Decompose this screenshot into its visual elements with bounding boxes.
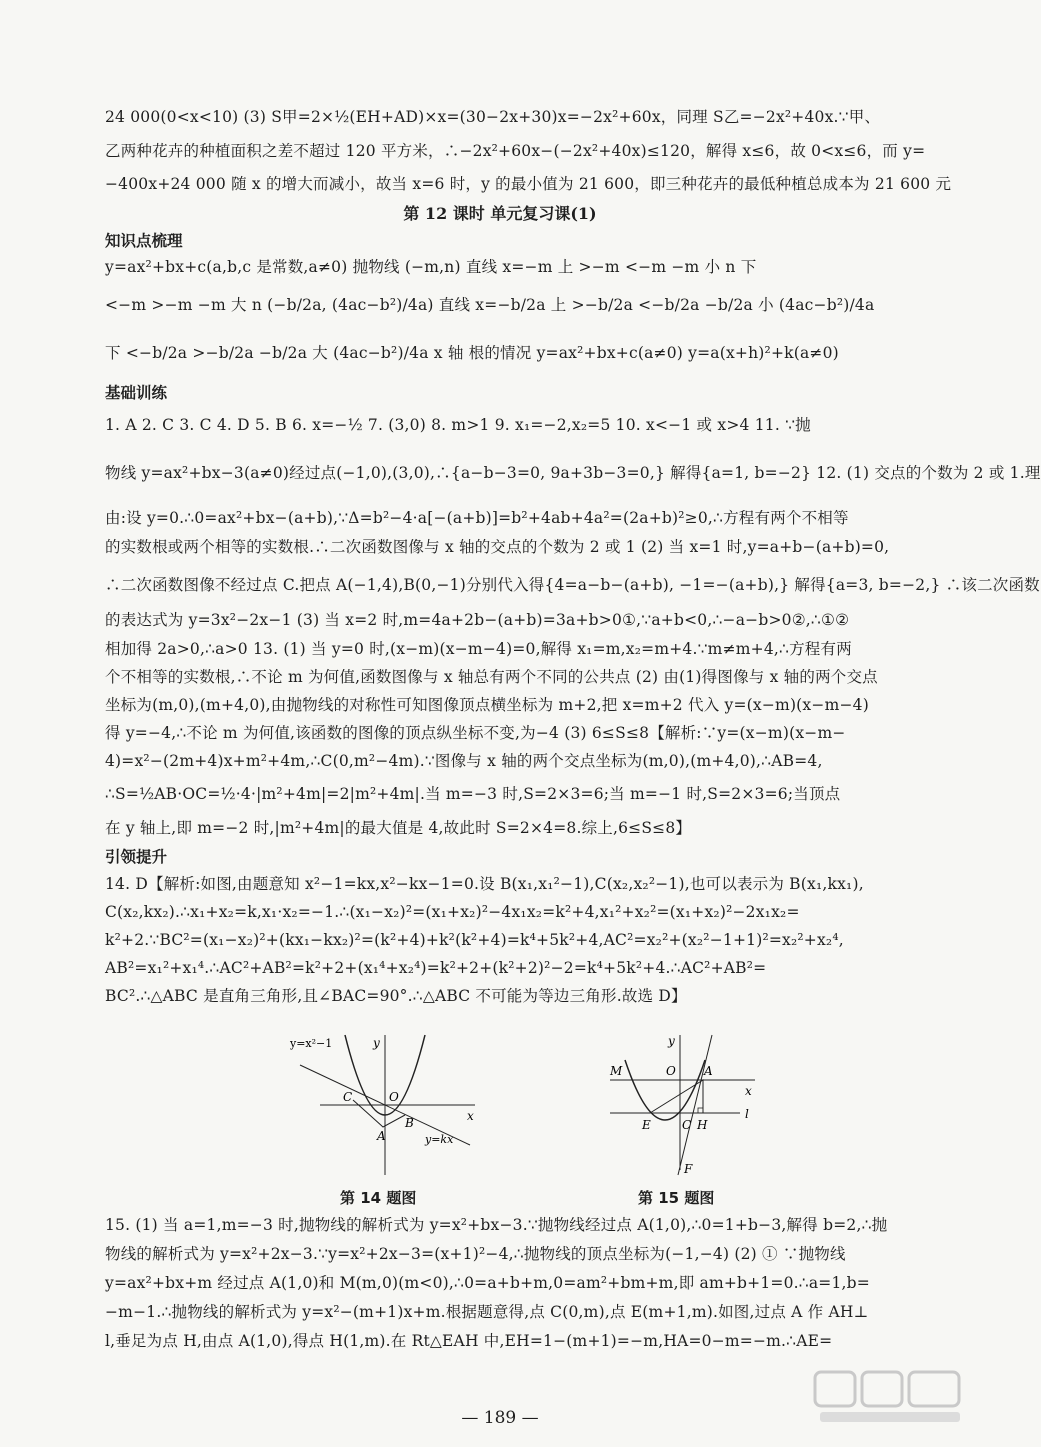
text-line: y=ax²+bx+m 经过点 A(1,0)和 M(m,0)(m<0),∴0=a+b+m,0=am²+bm+m,即 am+b+1=0.∴a=1,b= [105,1274,870,1292]
text-line: l,垂足为点 H,由点 A(1,0),得点 H(1,m).在 Rt△EAH 中,EH=1−(m+1)=−m,HA=0−m=−m.∴AE= [105,1332,833,1350]
right-angle-mark [698,1108,703,1113]
text-line: k²+2.∵BC²=(x₁−x₂)²+(kx₁−kx₂)²=(k²+4)+k²(k²+4)=k⁴+5k²+4,AC²=x₂²+(x₂²−1+1)²=x₂²+x₂⁴, [105,931,844,949]
label-a: A [704,1064,713,1078]
text-line: ∴S=½AB·OC=½·4·|m²+4m|=2|m²+4m|.当 m=−3 时,S=2×3=6;当 m=−1 时,S=2×3=6;当顶点 [105,785,841,803]
text-line: y=ax²+bx+c(a,b,c 是常数,a≠0) 抛物线 (−m,n) 直线 x=−m 上 >−m <−m −m 小 n 下 [105,258,757,276]
text-line: AB²=x₁²+x₁⁴.∴AC²+AB²=k²+2+(x₁⁴+x₂⁴)=k²+2+(k²+2)²−2=k⁴+5k²+4.∴AC²+AB²= [105,959,767,977]
label-parabola: y=x²−1 [290,1037,333,1050]
text-line: 在 y 轴上,即 m=−2 时,|m²+4m|的最大值是 4,故此时 S=2×4=8.综上,6≤S≤8】 [105,819,692,837]
triangle-eah [650,1080,703,1113]
label-y: y [373,1036,380,1050]
text-line: 得 y=−4,∴不论 m 为何值,该函数的图像的顶点纵坐标不变,为−4 (3) 6≤S≤8【解析:∵y=(x−m)(x−m− [105,724,846,742]
text-line: 24 000(0<x<10) (3) S甲=2×½(EH+AD)×x=(30−2x+30)x=−2x²+60x，同理 S乙=−2x²+40x.∵甲、 [105,108,881,126]
label-x: x [745,1084,752,1098]
page-number: — 189 — [461,1408,539,1428]
text-line: 下 <−b/2a >−b/2a −b/2a 大 (4ac−b²)/4a x 轴 根的情况 y=ax²+bx+c(a≠0) y=a(x+h)²+k(a≠0) [105,344,839,362]
text-line: 物线的解析式为 y=x²+2x−3.∵y=x²+2x−3=(x+1)²−4,∴抛物线的顶点坐标为(−1,−4) (2) ① ∵抛物线 [105,1245,846,1263]
figure-15-caption: 第 15 题图 [638,1189,715,1207]
figure-15 [600,1025,770,1185]
section-title-knowledge: 知识点梳理 [105,232,183,250]
text-line: 乙两种花卉的种植面积之差不超过 120 平方米，∴−2x²+60x−(−2x²+40x)≤120，解得 x≤6，故 0<x≤6，而 y= [105,142,926,160]
text-line: −m−1.∴抛物线的解析式为 y=x²−(m+1)x+m.根据题意得,点 C(0,m),点 E(m+1,m).如图,过点 A 作 AH⊥ [105,1303,869,1321]
text-line: <−m >−m −m 大 n (−b/2a, (4ac−b²)/4a) 直线 x=−b/2a 上 >−b/2a <−b/2a −b/2a 小 (4ac−b²)/4a [105,296,875,314]
watermark-logo-icon [810,1367,970,1427]
text-line: 的表达式为 y=3x²−2x−1 (3) 当 x=2 时,m=4a+2b−(a+b)=3a+b>0①,∵a+b<0,∴−a−b>0②,∴①② [105,611,850,629]
label-m: M [610,1064,623,1078]
text-line: −400x+24 000 随 x 的增大而减小，故当 x=6 时，y 的最小值为 21 600，即三种花卉的最低种植总成本为 21 600 元 [105,175,952,193]
label-c: C [343,1090,353,1104]
label-b: B [405,1116,414,1130]
label-o: O [389,1090,399,1104]
text-line: C(x₂,kx₂).∴x₁+x₂=k,x₁·x₂=−1.∴(x₁−x₂)²=(x₁+x₂)²−4x₁x₂=k²+4,x₁²+x₂²=(x₁+x₂)²−2x₁x₂= [105,903,800,921]
label-a: A [377,1129,386,1143]
section-title-basic: 基础训练 [105,384,168,402]
text-line: BC².∴△ABC 是直角三角形,且∠BAC=90°.∴△ABC 不可能为等边三角形.故选 D】 [105,987,687,1005]
label-c: C [682,1118,692,1132]
text-line: 的实数根或两个相等的实数根.∴二次函数图像与 x 轴的交点的个数为 2 或 1 (2) 当 x=1 时,y=a+b−(a+b)=0, [105,538,890,556]
text-line: 由:设 y=0.∴0=ax²+bx−(a+b),∵Δ=b²−4·a[−(a+b)]=b²+4ab+4a²=(2a+b)²≥0,∴方程有两个不相等 [105,509,849,527]
text-line: 14. D【解析:如图,由题意知 x²−1=kx,x²−kx−1=0.设 B(x₁,x₁²−1),C(x₂,x₂²−1),也可以表示为 B(x₁,kx₁), [105,875,864,893]
text-line: 坐标为(m,0),(m+4,0),由抛物线的对称性可知图像顶点横坐标为 m+2,把 x=m+2 代入 y=(x−m)(x−m−4) [105,696,869,714]
lesson-title: 第 12 课时 单元复习课(1) [403,204,597,223]
label-f: F [684,1162,693,1176]
label-y: y [668,1034,675,1048]
label-l: l [745,1107,749,1121]
label-x: x [467,1109,474,1123]
parabola-curve [625,1060,705,1120]
figure-14 [285,1025,485,1185]
text-line: 个不相等的实数根,∴不论 m 为何值,函数图像与 x 轴总有两个不同的公共点 (2) 由(1)得图像与 x 轴的两个交点 [105,668,878,686]
label-h: H [697,1118,708,1132]
text-line: 相加得 2a>0,∴a>0 13. (1) 当 y=0 时,(x−m)(x−m−4)=0,解得 x₁=m,x₂=m+4.∵m≠m+4,∴方程有两 [105,640,852,658]
line-af [678,1035,712,1175]
section-title-advanced: 引领提升 [105,848,168,866]
figure-14-caption: 第 14 题图 [340,1189,417,1207]
text-line: 1. A 2. C 3. C 4. D 5. B 6. x=−½ 7. (3,0) 8. m>1 9. x₁=−2,x₂=5 10. x<−1 或 x>4 11. ∵抛 [105,416,811,434]
text-line: ∴二次函数图像不经过点 C.把点 A(−1,4),B(0,−1)分别代入得{4=a−b−(a+b), −1=−(a+b),} 解得{a=3, b=−2,} ∴该二次函数 [105,576,1040,594]
text-line: 物线 y=ax²+bx−3(a≠0)经过点(−1,0),(3,0),∴{a−b−3=0, 9a+3b−3=0,} 解得{a=1, b=−2} 12. (1) 交点的个数为 2 或 1.理 [105,464,1041,482]
label-e: E [642,1118,651,1132]
label-o: O [666,1064,676,1078]
text-line: 4)=x²−(2m+4)x+m²+4m,∴C(0,m²−4m).∵图像与 x 轴的两个交点坐标为(m,0),(m+4,0),∴AB=4, [105,752,823,770]
text-line: 15. (1) 当 a=1,m=−3 时,抛物线的解析式为 y=x²+bx−3.∵抛物线经过点 A(1,0),∴0=1+b−3,解得 b=2,∴抛 [105,1216,888,1234]
label-line: y=kx [425,1133,454,1146]
